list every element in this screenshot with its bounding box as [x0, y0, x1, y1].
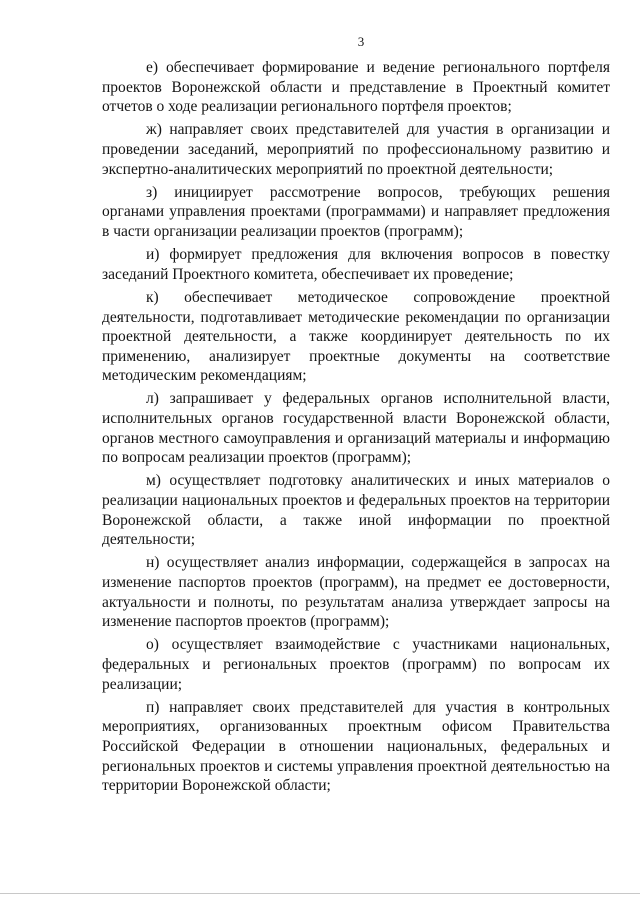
paragraph-e: е) обеспечивает формирование и ведение регионального портфеля проектов Воронежской области и представление в Проектный комитет отчетов о ходе реализации регионального портфеля проектов; — [102, 59, 610, 116]
paragraph-m: м) осуществляет подготовку аналитических и иных материалов о реализации национальных проектов и федеральных проектов на территории Воронежской области, а также иной информации по проектной деятельности; — [102, 472, 610, 549]
paragraph-n: н) осуществляет анализ информации, содержащейся в запросах на изменение паспортов проектов (программ), на предмет ее достоверности, актуальности и полноты, по результатам анализа утверждает запросы на изменение паспортов проектов (программ); — [102, 554, 610, 631]
document-body — [102, 58, 610, 799]
page-number: 3 — [357, 34, 365, 49]
page-bottom-edge — [0, 893, 640, 894]
paragraph-o: о) осуществляет взаимодействие с участниками национальных, федеральных и региональных проектов (программ) по вопросам их реализации; — [102, 636, 610, 693]
paragraph-l: л) запрашивает у федеральных органов исполнительной власти, исполнительных органов государственной власти Воронежской области, органов местного самоуправления и организаций материалы и информацию по вопросам реализации проектов (программ); — [102, 390, 610, 467]
paragraph-z: з) инициирует рассмотрение вопросов, требующих решения органами управления проектами (программами) и направляет предложения в части организации реализации проектов (программ); — [102, 183, 610, 240]
paragraph-i: и) формирует предложения для включения вопросов в повестку заседаний Проектного комитета, обеспечивает их проведение; — [102, 246, 610, 283]
paragraph-p: п) направляет своих представителей для участия в контрольных мероприятиях, организованных проектным офисом Правительства Российской Федерации в отношении национальных, федеральных и региональных проектов и системы управления проектной деятельностью на территории Воронежской области; — [102, 698, 610, 795]
paragraph-k: к) обеспечивает методическое сопровождение проектной деятельности, подготавливает методические рекомендации по организации проектной деятельности, а также координирует деятельность по их применению, анализирует проектные документы на соответствие методическим рекомендациям; — [102, 288, 610, 385]
paragraph-zh: ж) направляет своих представителей для участия в организации и проведении заседаний, мероприятий по профессиональному развитию и экспертно-аналитических мероприятий по проектной деятельности; — [102, 121, 610, 178]
